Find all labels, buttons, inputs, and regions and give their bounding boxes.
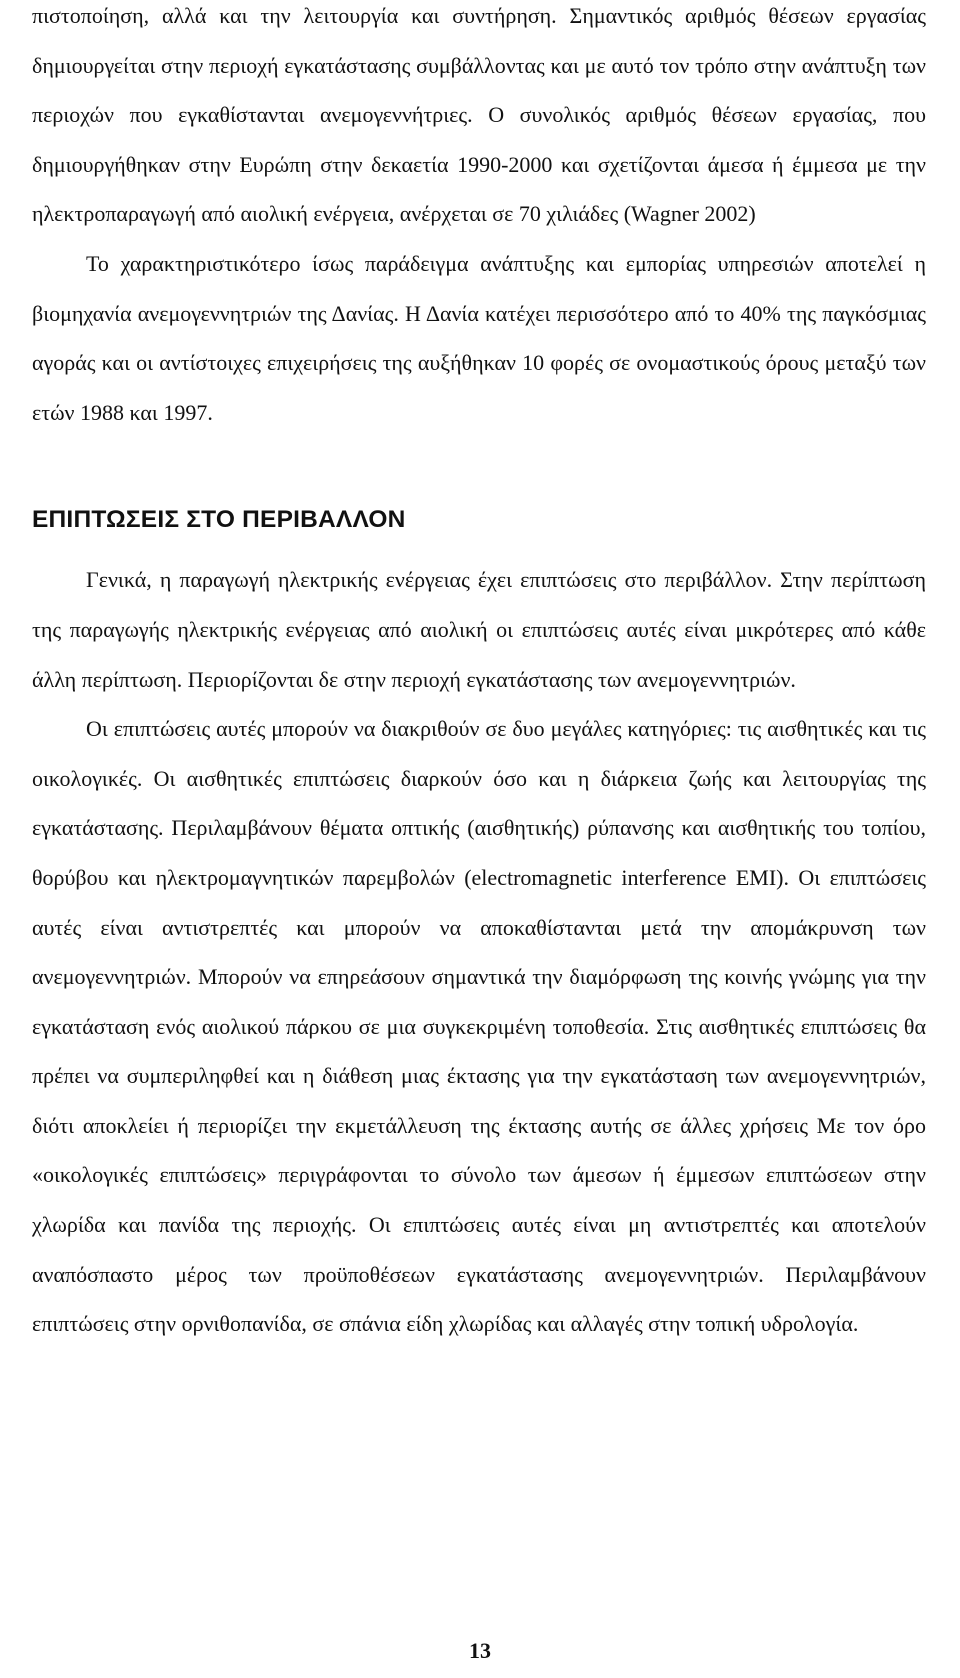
paragraph-denmark-example: Το χαρακτηριστικότερο ίσως παράδειγμα ανάπτυξης και εμπορίας υπηρεσιών αποτελεί η βιομηχανία ανεμογεννητριών της Δανίας. Η Δανία κατέχει περισσότερο από το 40% της παγκόσμιας αγοράς και οι αντίστοιχες επιχειρήσεις της αυξήθηκαν 10 φορές σε ονομαστικούς όρους μεταξύ των ετών 1988 και 1997. [32, 250, 926, 425]
page-number: 13 [469, 1638, 491, 1663]
paragraph-impact-categories: Οι επιπτώσεις αυτές μπορούν να διακριθούν σε δυο μεγάλες κατηγόριες: τις αισθητικές και τις οικολογικές. Οι αισθητικές επιπτώσεις διαρκούν όσο και η διάρκεια ζωής και λειτουργίας της εγκατάστασης. Περιλαμβάνουν θέματα οπτικής (αισθητικής) ρύπανσης και αισθητικής του τοπίου, θορύβου και ηλεκτρομαγνητικών παρεμβολών (electromagnetic interference EMI). Οι επιπτώσεις αυτές είναι αντιστρεπτές και μπορούν να αποκαθίστανται μετά την απομάκρυνση των ανεμογεννητριών. Μπορούν να επηρεάσουν σημαντικά την διαμόρφωση της κοινής γνώμης για την εγκατάσταση ενός αιολικού πάρκου σε μια συγκεκριμένη τοποθεσία. Στις αισθητικές επιπτώσεις θα πρέπει να συμπεριληφθεί και η διάθεση μιας έκτασης για την εγκατάσταση των ανεμογεννητριών, διότι αποκλείει ή περιορίζει την εκμετάλλευση της έκτασης αυτής σε άλλες χρήσεις Με τον όρο «οικολογικές επιπτώσεις» περιγράφονται το σύνολο των άμεσων ή έμμεσων επιπτώσεων στην χλωρίδα και πανίδα της περιοχής. Οι επιπτώσεις αυτές είναι μη αντιστρεπτές και αποτελούν αναπόσπαστο μέρος των προϋποθέσεων εγκατάστασης ανεμογεννητριών. Περιλαμβάνουν επιπτώσεις στην ορνιθοπανίδα, σε σπάνια είδη χλωρίδας και αλλαγές στην τοπική υδρολογία. [32, 716, 926, 1337]
paragraph-employment: πιστοποίηση, αλλά και την λειτουργία και συντήρηση. Σημαντικός αριθμός θέσεων εργασίας δημιουργείται στην περιοχή εγκατάστασης συμβάλλοντας και με αυτό τον τρόπο στην ανάπτυξη των περιοχών που εγκαθίστανται ανεμογεννήτριες. Ο συνολικός αριθμός θέσεων εργασίας, που δημιουργήθηκαν στην Ευρώπη στην δεκαετία 1990-2000 και σχετίζονται άμεσα ή έμμεσα με την ηλεκτροπαραγωγή από αιολική ενέργεια, ανέρχεται σε 70 χιλιάδες (Wagner 2002) [32, 3, 926, 227]
paragraph-general-impacts: Γενικά, η παραγωγή ηλεκτρικής ενέργειας έχει επιπτώσεις στο περιβάλλον. Στην περίπτωση της παραγωγής ηλεκτρικής ενέργειας από αιολική οι επιπτώσεις αυτές είναι μικρότερες από κάθε άλλη περίπτωση. Περιορίζονται δε στην περιοχή εγκατάστασης των ανεμογεννητριών. [32, 567, 926, 692]
section-heading: ΕΠΙΠΤΩΣΕΙΣ ΣΤΟ ΠΕΡΙΒΑΛΛΟΝ [32, 506, 406, 534]
